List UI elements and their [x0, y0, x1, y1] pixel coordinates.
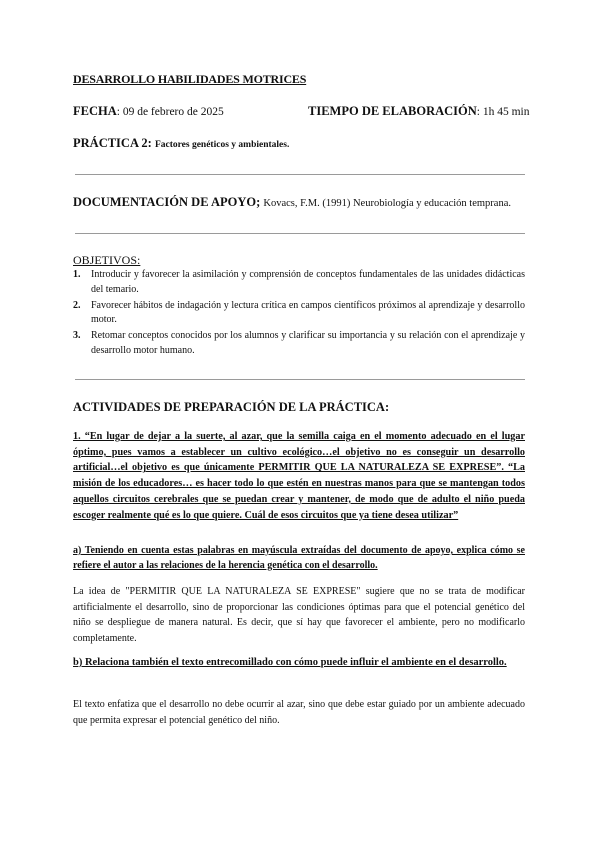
documentacion-reference: Kovacs, F.M. (1991) Neurobiología y educación temprana. [263, 198, 511, 209]
list-item: 3. Retomar conceptos conocidos por los alumnos y clarificar su importancia y su relación con el aprendizaje y desarrollo motor humano. [73, 330, 525, 356]
answer-b: El texto enfatiza que el desarrollo no debe ocurrir al azar, sino que debe estar guiado por un ambiente adecuado que permita expresar el potencial genético del niño. [73, 699, 525, 726]
documentacion-label: DOCUMENTACIÓN DE APOYO; [73, 195, 261, 209]
list-item: 2. Favorecer hábitos de indagación y lectura crítica en campos científicos próximos al aprendizaje y desarrollo motor. [73, 299, 525, 325]
practica-label: PRÁCTICA 2: [73, 136, 152, 150]
list-item: 1. Introducir y favorecer la asimilación y comprensión de conceptos fundamentales de las unidades didácticas del temario. [73, 269, 525, 295]
question-a: a) Teniendo en cuenta estas palabras en mayúscula extraídas del documento de apoyo, explica cómo se refiere el autor a las relaciones de la herencia genética con el desarrollo. [73, 545, 525, 571]
answer-a: La idea de "PERMITIR QUE LA NATURALEZA SE EXPRESE" sugiere que no se trata de modificar artificialmente el desarrollo, sino de proporcionar las condiciones óptimas para que el potencial genético del niño se despliegue de manera natural. Es decir, que sí hay que favorecer el ambiente, pero no modificarlo completamente. [73, 586, 525, 644]
objetivos-heading: OBJETIVOS: [73, 253, 141, 267]
fecha-value: : 09 de febrero de 2025 [116, 106, 224, 118]
practica-value: Factores genéticos y ambientales. [154, 140, 290, 150]
divider [75, 174, 525, 175]
document-title: DESARROLLO HABILIDADES MOTRICES [73, 72, 307, 86]
fecha-line [73, 104, 224, 119]
actividades-heading: ACTIVIDADES DE PREPARACIÓN DE LA PRÁCTICA: [73, 400, 390, 414]
divider [75, 379, 525, 380]
tiempo-value: : 1h 45 min [476, 106, 530, 118]
documentacion-line [73, 195, 511, 210]
fecha-label: FECHA [73, 104, 117, 118]
tiempo-line [308, 104, 530, 119]
divider [75, 233, 525, 234]
objetivos-list [73, 268, 525, 360]
question-b: b) Relaciona también el texto entrecomillado con cómo puede influir el ambiente en el desarrollo. [73, 657, 507, 668]
practica-line [73, 136, 289, 151]
tiempo-label: TIEMPO DE ELABORACIÓN [308, 104, 477, 118]
quote-paragraph: 1. “En lugar de dejar a la suerte, al azar, que la semilla caiga en el momento adecuado en el lugar óptimo, pues vamos a establecer un cultivo ecológico…el objetivo no es conseguir un desarrollo artificial…el objetivo es que únicamente PERMITIR QUE LA NATURALEZA SE EXPRESE”. “La misión de los educadores… es hacer todo lo que estén en nuestras manos para que se mantengan todos aquellos circuitos cerebrales que se puedan crear y mantener, de modo que de adulto el niño pueda escoger realmente qué es lo que quiere. Cuál de esos circuitos que ya tiene desea utilizar” [73, 431, 525, 521]
